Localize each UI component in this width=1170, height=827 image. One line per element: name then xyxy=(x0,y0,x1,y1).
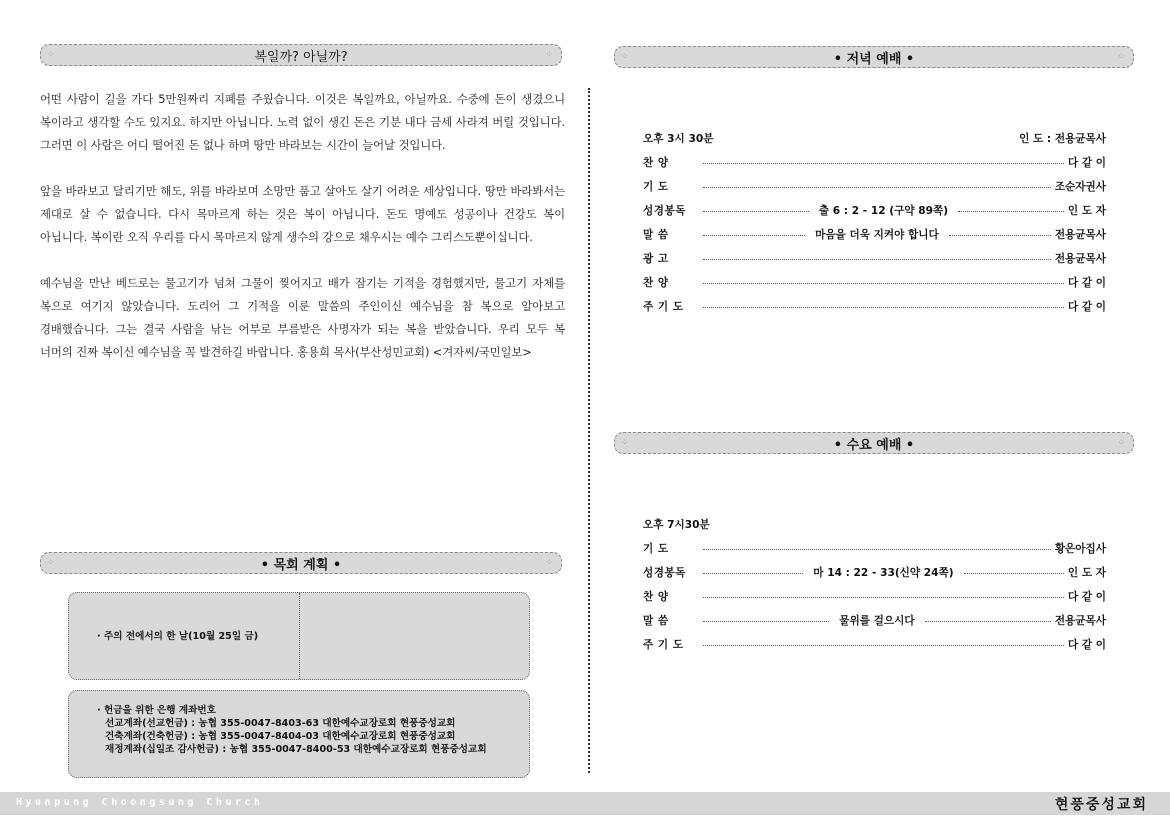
order-row xyxy=(643,198,1106,222)
accounts-title: · 헌금을 위한 은행 계좌번호 xyxy=(97,705,216,716)
dot-leader xyxy=(703,597,1064,598)
corner-ornament-icon: ⁘ xyxy=(1117,52,1125,62)
corner-ornament-icon: ⁘ xyxy=(621,52,629,62)
order-item-detail: 물위를 걸으시다 xyxy=(839,614,915,627)
wednesday-title-bar xyxy=(614,432,1134,454)
order-item-name: 찬 양 xyxy=(643,276,669,289)
evening-time: 오후 3시 30분 xyxy=(643,132,714,145)
order-item-name: 주 기 도 xyxy=(643,300,684,313)
order-item-detail: 마 14 : 22 - 33(신약 24쪽) xyxy=(813,566,954,579)
order-item-who: 전용균목사 xyxy=(1054,228,1106,241)
dot-leader xyxy=(703,621,829,622)
order-item-who: 다 같 이 xyxy=(1067,638,1106,651)
order-row xyxy=(643,174,1106,198)
order-row xyxy=(643,294,1106,318)
order-item-name: 찬 양 xyxy=(643,590,669,603)
order-item-who: 인 도 자 xyxy=(1067,204,1106,217)
evening-order xyxy=(643,126,1106,318)
corner-ornament-icon: ⁘ xyxy=(545,558,553,568)
wednesday-order xyxy=(643,512,1106,656)
essay-title-bar xyxy=(40,44,562,66)
evening-title: • 저녁 예배 • xyxy=(833,51,915,67)
order-item-name: 광 고 xyxy=(643,252,669,265)
order-item-detail: 출 6 : 2 - 12 (구약 89쪽) xyxy=(818,204,949,217)
plan-title-bar xyxy=(40,552,562,574)
order-row xyxy=(643,560,1106,584)
dot-leader xyxy=(703,549,1051,550)
order-row xyxy=(643,536,1106,560)
dot-leader xyxy=(703,235,805,236)
order-item-name: 성경봉독 xyxy=(643,566,686,579)
essay-title: 복일까? 아닐까? xyxy=(254,49,348,65)
order-item-who: 다 같 이 xyxy=(1067,276,1106,289)
order-item-who: 다 같 이 xyxy=(1067,300,1106,313)
dot-leader xyxy=(703,259,1051,260)
wednesday-title: • 수요 예배 • xyxy=(833,437,915,453)
evening-time-row xyxy=(643,126,1106,150)
dot-leader xyxy=(703,573,803,574)
account-line: 건축계좌(건축헌금) : 농협 355-0047-8404-03 대한예수교장로회 현풍중성교회 xyxy=(105,731,456,742)
footer-english-name: Hyunpung Choongsung Church xyxy=(16,797,264,808)
dot-leader xyxy=(703,163,1064,164)
dot-leader xyxy=(703,307,1064,308)
order-item-who: 다 같 이 xyxy=(1067,156,1106,169)
order-item-who: 전용균목사 xyxy=(1054,252,1106,265)
corner-ornament-icon: ⁘ xyxy=(1117,438,1125,448)
order-item-who: 인 도 자 xyxy=(1067,566,1106,579)
dot-leader xyxy=(703,211,809,212)
dot-leader xyxy=(949,235,1051,236)
corner-ornament-icon: ⁘ xyxy=(621,438,629,448)
dot-leader xyxy=(925,621,1051,622)
box-divider xyxy=(299,593,300,679)
account-line: 선교계좌(선교헌금) : 농협 355-0047-8403-63 대한예수교장로회 현풍중성교회 xyxy=(105,718,456,729)
order-item-detail: 마음을 더욱 지켜야 합니다 xyxy=(815,228,939,241)
order-row xyxy=(643,246,1106,270)
order-item-name: 주 기 도 xyxy=(643,638,684,651)
bank-accounts-box xyxy=(68,690,530,778)
order-item-who: 황은아집사 xyxy=(1054,542,1106,555)
order-item-name: 기 도 xyxy=(643,180,669,193)
essay-paragraph: 어떤 사람이 길을 가다 5만원짜리 지폐를 주웠습니다. 이것은 복일까요, 아닐까요. 수중에 돈이 생겼으니 복이라고 생각할 수도 있지요. 하지만 아닙니다. 노력 없이 생긴 돈은 기분 내다 금세 사라져 버릴 것입니다. 그러면 이 사람은 어디 떨어진 돈 없나 하며 땅만 바라보는 시간이 늘어날 것입니다. xyxy=(40,92,565,152)
order-item-name: 성경봉독 xyxy=(643,204,686,217)
plan-schedule-box xyxy=(68,592,530,680)
essay-paragraph: 예수님을 만난 베드로는 물고기가 넘쳐 그물이 찢어지고 배가 잠기는 기적을 경험했지만, 물고기 자체를 복으로 여기지 않았습니다. 도리어 그 기적을 이룬 말씀의 주인이신 예수님을 참 복으로 알아보고 경배했습니다. 그는 결국 사람을 낚는 어부로 부름받은 사명자가 되는 복을 받았습니다. 우리 모두 복 너머의 진짜 복이신 예수님을 꼭 발견하길 바랍니다. 홍용희 목사(부산성민교회) <겨자씨/국민일보> xyxy=(40,276,565,359)
order-row xyxy=(643,150,1106,174)
column-divider xyxy=(588,88,590,773)
order-item-who: 다 같 이 xyxy=(1067,590,1106,603)
order-item-name: 기 도 xyxy=(643,542,669,555)
evening-leader: 인 도 : 전용균목사 xyxy=(1019,132,1106,145)
order-item-who: 전용균목사 xyxy=(1054,614,1106,627)
corner-ornament-icon: ⁘ xyxy=(47,50,55,60)
plan-title: • 목회 계획 • xyxy=(260,557,342,573)
corner-ornament-icon: ⁘ xyxy=(47,558,55,568)
dot-leader xyxy=(958,211,1064,212)
dot-leader xyxy=(703,283,1064,284)
plan-item: · 주의 전에서의 한 날(10월 25일 금) xyxy=(97,631,259,642)
order-item-who: 조순자권사 xyxy=(1054,180,1106,193)
order-row xyxy=(643,632,1106,656)
wednesday-time: 오후 7시30분 xyxy=(643,518,710,531)
dot-leader xyxy=(703,645,1064,646)
wednesday-time-row xyxy=(643,512,1106,536)
footer-korean-name: 현풍중성교회 xyxy=(1054,797,1148,813)
footer-bar xyxy=(0,792,1170,815)
dot-leader xyxy=(703,187,1051,188)
order-item-name: 말 씀 xyxy=(643,614,669,627)
order-row xyxy=(643,270,1106,294)
essay-body xyxy=(40,88,565,364)
order-row xyxy=(643,608,1106,632)
corner-ornament-icon: ⁘ xyxy=(545,50,553,60)
account-line: 재정계좌(십일조 감사헌금) : 농협 355-0047-8400-53 대한예수교장로회 현풍중성교회 xyxy=(105,744,487,755)
order-item-name: 말 씀 xyxy=(643,228,669,241)
evening-title-bar xyxy=(614,46,1134,68)
dot-leader xyxy=(964,573,1064,574)
order-item-name: 찬 양 xyxy=(643,156,669,169)
order-row xyxy=(643,222,1106,246)
essay-paragraph: 앞을 바라보고 달리기만 해도, 위를 바라보며 소망만 품고 살아도 살기 어려운 세상입니다. 땅만 바라봐서는 제대로 살 수 없습니다. 다시 목마르게 하는 것은 복이 아닙니다. 돈도 명예도 성공이나 건강도 복이 아닙니다. 복이란 오직 우리를 다시 목마르지 않게 생수의 강으로 채우시는 예수 그리스도뿐이십니다. xyxy=(40,184,565,244)
order-row xyxy=(643,584,1106,608)
